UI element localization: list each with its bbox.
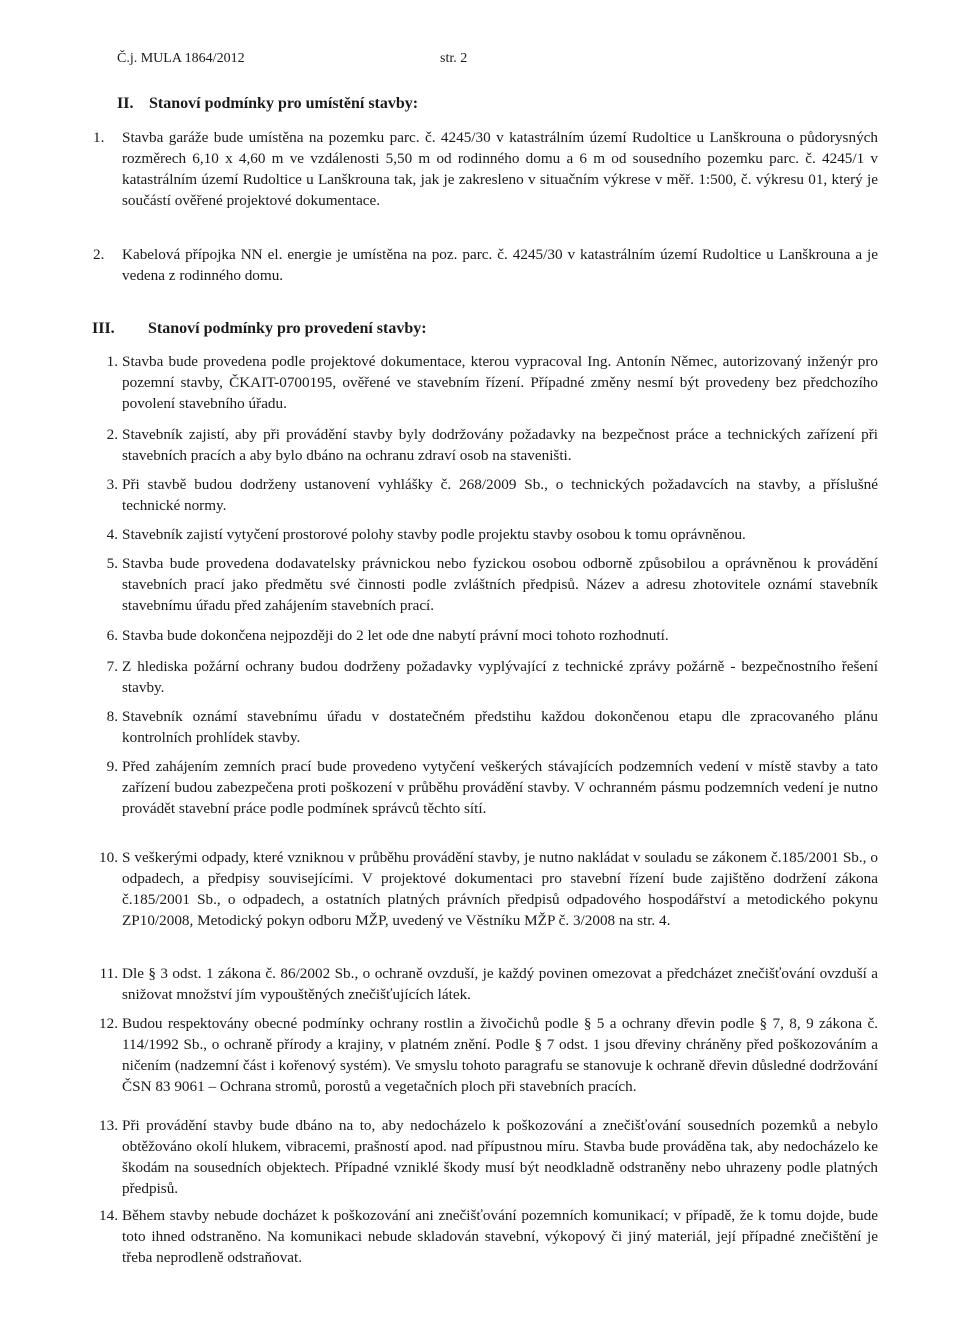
item-text: Stavebník oznámí stavebnímu úřadu v dostatečném předstihu každou dokončenou etapu dle zpracovaného plánu kontrolních prohlídek stavby.	[122, 708, 878, 746]
condition-5	[106, 553, 878, 616]
item-text: Kabelová přípojka NN el. energie je umístěna na poz. parc. č. 4245/30 v katastrálním území Rudoltice u Lanškrouna a je vedena z rodinného domu.	[122, 246, 878, 284]
condition-9	[106, 756, 878, 819]
condition-6	[106, 625, 878, 646]
condition-7	[106, 656, 878, 698]
condition-11	[99, 963, 878, 1005]
section-ii-number: II.	[117, 95, 134, 112]
item-number: 2.	[106, 426, 118, 443]
condition-1	[106, 351, 878, 414]
item-text: Budou respektovány obecné podmínky ochrany rostlin a živočichů podle § 5 a ochrany dřevin podle § 7, 8, 9 zákona č. 114/1992 Sb., o ochraně přírody a krajiny, v platném znění. Podle § 7 odst. 1 jsou dřeviny chráněny před poškozováním a ničením (nadzemní část i kořenový systém). Ve smyslu tohoto paragrafu se stanovuje k ochraně dřevin důsledné dodržování ČSN 83 9061 – Ochrana stromů, porostů a vegetačních ploch při stavebních pracích.	[122, 1015, 878, 1095]
item-number: 2.	[93, 246, 105, 263]
condition-8	[106, 706, 878, 748]
reference-number: Č.j. MULA 1864/2012	[117, 51, 245, 66]
item-number: 6.	[106, 627, 118, 644]
item-number: 4.	[106, 526, 118, 543]
item-number: 1.	[106, 353, 118, 370]
section-ii-item-1	[93, 127, 878, 211]
item-number: 11.	[99, 965, 118, 982]
item-text: Stavba garáže bude umístěna na pozemku parc. č. 4245/30 v katastrálním území Rudoltice u Lanškrouna o půdorysných rozměrech 6,10 x 4,60 m ve vzdálenosti 5,50 m od rodinného domu a 6 m od sousedního pozemku parc. č. 4245/1 v katastrálním území Rudoltice u Lanškrouna tak, jak je zakresleno v situačním výkrese v měř. 1:500, č. výkresu 01, který je součástí ověřené projektové dokumentace.	[122, 129, 878, 209]
item-text: Během stavby nebude docházet k poškozování ani znečišťování pozemních komunikací; v případě, že k tomu dojde, bude toto ihned odstraněno. Na komunikaci nebude skladován stavební, výkopový či jiný materiál, její případné znečištění je třeba neprodleně odstraňovat.	[122, 1207, 878, 1266]
section-ii-heading: Stanoví podmínky pro umístění stavby:	[149, 95, 419, 112]
section-ii-title	[117, 95, 418, 113]
item-number: 5.	[106, 555, 118, 572]
item-text: Před zahájením zemních prací bude provedeno vytyčení veškerých stávajících podzemních vedení v místě stavby a tato zařízení budou zabezpečena proti poškození v průběhu provádění stavby. V ochranném pásmu podzemních vedení je nutno provádět stavební práce podle podmínek správců těchto sítí.	[122, 758, 878, 817]
item-text: Z hlediska požární ochrany budou dodrženy požadavky vyplývající z technické zprávy požárně - bezpečnostního řešení stavby.	[122, 658, 878, 696]
item-text: Dle § 3 odst. 1 zákona č. 86/2002 Sb., o ochraně ovzduší, je každý povinen omezovat a předcházet znečišťování ovzduší a snižovat množství jím vypouštěných znečišťujících látek.	[122, 965, 878, 1003]
item-text: Stavebník zajistí vytyčení prostorové polohy stavby podle projektu stavby osobou k tomu oprávněnou.	[122, 526, 746, 543]
condition-14	[99, 1205, 878, 1268]
section-iii-title	[92, 320, 427, 338]
item-text: S veškerými odpady, které vzniknou v průběhu provádění stavby, je nutno nakládat v souladu se zákonem č.185/2001 Sb., o odpadech, a předpisy souvisejícími. V projektové dokumentaci pro stavební řízení bude zajištěno dodržení zákona č.185/2001 Sb., o odpadech, a ostatních platných právních předpisů odpadového hospodářství a metodického pokynu ZP10/2008, Metodický pokyn odboru MŽP, uvedený ve Věstníku MŽP č. 3/2008 na str. 4.	[122, 849, 878, 929]
item-number: 10.	[99, 849, 118, 866]
condition-2	[106, 424, 878, 466]
item-text: Stavba bude provedena dodavatelsky právnickou nebo fyzickou osobou odborně způsobilou a oprávněnou k provádění stavebních prací jako předmětu své činnosti podle zvláštních předpisů. Název a adresu zhotovitele oznámí stavebník stavebnímu úřadu před zahájením stavebních prací.	[122, 555, 878, 614]
page-number: str. 2	[440, 51, 468, 66]
item-text: Stavba bude provedena podle projektové dokumentace, kterou vypracoval Ing. Antonín Němec, autorizovaný inženýr pro pozemní stavby, ČKAIT-0700195, ověřené ve stavebním řízení. Případné změny nesmí být provedeny bez předchozího povolení stavebního úřadu.	[122, 353, 878, 412]
condition-13	[99, 1115, 878, 1199]
item-text: Stavebník zajistí, aby při provádění stavby byly dodržovány požadavky na bezpečnost práce a technických zařízení při stavebních pracích a aby bylo dbáno na ochranu zdraví osob na staveništi.	[122, 426, 878, 464]
section-iii-number: III.	[92, 320, 115, 337]
item-text: Při stavbě budou dodrženy ustanovení vyhlášky č. 268/2009 Sb., o technických požadavcích na stavby, a příslušné technické normy.	[122, 476, 878, 514]
page-header	[117, 51, 467, 67]
item-number: 12.	[99, 1015, 118, 1032]
item-number: 3.	[106, 476, 118, 493]
item-number: 7.	[106, 658, 118, 675]
condition-10	[99, 847, 878, 931]
item-text: Stavba bude dokončena nejpozději do 2 let ode dne nabytí právní moci tohoto rozhodnutí.	[122, 627, 669, 644]
item-number: 1.	[93, 129, 105, 146]
condition-3	[106, 474, 878, 516]
section-iii-heading: Stanoví podmínky pro provedení stavby:	[148, 320, 427, 337]
condition-12	[99, 1013, 878, 1097]
condition-4	[106, 524, 878, 545]
section-ii-item-2	[93, 244, 878, 286]
item-text: Při provádění stavby bude dbáno na to, aby nedocházelo k poškozování a znečišťování sousedních pozemků a nebylo obtěžováno okolí hlukem, vibracemi, prašností apod. nad přípustnou míru. Stavba bude prováděna tak, aby nedocházelo ke škodám na sousedních objektech. Případné vzniklé škody musí být neodkladně odstraněny nebo uhrazeny podle platných předpisů.	[122, 1117, 878, 1197]
item-number: 8.	[106, 708, 118, 725]
item-number: 14.	[99, 1207, 118, 1224]
item-number: 9.	[106, 758, 118, 775]
item-number: 13.	[99, 1117, 118, 1134]
